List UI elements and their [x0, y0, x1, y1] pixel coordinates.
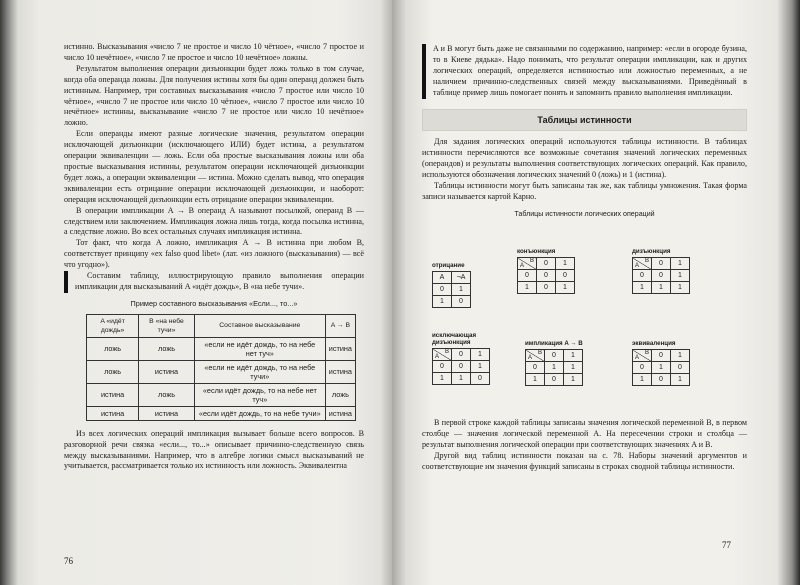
- table-cell: истина: [325, 360, 355, 383]
- table-row: [526, 374, 583, 386]
- table-cell: истина: [87, 383, 139, 406]
- table-cell: 1: [633, 374, 652, 386]
- table-cell: 1: [556, 282, 575, 294]
- paragraph: В операции импликации A → B операнд A называют посылкой, операнд B — следствием или заключением. Импликация ложна лишь тогда, когда посылка истинна, а следствие ложно. Во всех остальных случаях импликация истинна.: [64, 205, 364, 237]
- table-cell: 0: [556, 270, 575, 282]
- table-cell: 1: [452, 284, 471, 296]
- truth-table: [517, 257, 575, 294]
- table-label: эквиваленция: [632, 340, 676, 347]
- table-cell: 1: [671, 258, 690, 270]
- paragraph: Из всех логических операций импликация вызывает больше всего вопросов. В разговорной речи связка «если..., то...» описывает причинно-следственную связь между высказываниями. Например, что в алгебре логики смысл высказываний не учитывается, рассматривается только их истинность или ложность. Эквивалентна: [64, 428, 364, 471]
- table-cell: ложь: [325, 383, 355, 406]
- paragraph: Для задания логических операций используются таблицы истинности. В таблицах истинности перечисляются все возможные сочетания значений логических переменных (операндов) и результаты выполнения соответствующих логических операций. Как правило, используются обозначения логических значений 0 (ложь) и 1 (истина).: [422, 137, 747, 180]
- table-header: A «идёт дождь»: [87, 314, 139, 337]
- section-heading: Таблицы истинности: [422, 109, 747, 132]
- table-cell: истина: [325, 337, 355, 360]
- table-label: импликация A → B: [525, 340, 583, 347]
- table-row: [633, 374, 690, 386]
- table-cell: 0: [452, 296, 471, 308]
- boxed-instruction: [64, 271, 364, 293]
- table-header: B «на небе тучи»: [139, 314, 195, 337]
- table-cell: 0: [518, 270, 537, 282]
- table-row: [518, 258, 575, 270]
- truth-table: [632, 349, 690, 386]
- table-cell: истина: [139, 360, 195, 383]
- diagonal-cell: [526, 350, 545, 362]
- table-cell: 1: [564, 374, 583, 386]
- diagonal-cell: [633, 258, 652, 270]
- var-b-label: B: [644, 350, 649, 356]
- truth-table: [432, 348, 490, 385]
- table-cell: 1: [471, 349, 490, 361]
- table-cell: 1: [671, 374, 690, 386]
- xor-table: [432, 332, 502, 385]
- table-cell: истина: [139, 406, 195, 420]
- var-a-label: A: [528, 355, 533, 361]
- table-cell: ложь: [139, 337, 195, 360]
- table-caption: Пример составного высказывания «Если..., то...»: [130, 298, 298, 308]
- right-page: [392, 0, 800, 585]
- table-row: [87, 383, 356, 406]
- rule-text: A и B могут быть даже не связанными по содержанию, например: «если в огороде бузина, то в Киеве дядька». Надо понимать, что результат операции импликации, как и других логических операций, определяется истинностью или ложностью переменных, а не наличием причинно-следственных связей между высказываниями. Приведённый в таблице пример лишь помогает понять и запомнить правило выполнения импликации.: [433, 44, 747, 97]
- table-row: [633, 362, 690, 374]
- table-row: [633, 258, 690, 270]
- table-cell: «если не идёт дождь, то на небе нет туч»: [194, 337, 325, 360]
- table-cell: 1: [433, 296, 452, 308]
- table-cell: 1: [671, 350, 690, 362]
- table-cell: A: [433, 272, 452, 284]
- var-b-label: B: [444, 349, 449, 355]
- table-cell: 1: [518, 282, 537, 294]
- table-row: [87, 406, 356, 420]
- var-b-label: B: [529, 258, 534, 264]
- diagonal-cell: [633, 350, 652, 362]
- paragraph: Таблицы истинности могут быть записаны так же, как таблицы умножения. Такая форма записи называется картой Карно.: [422, 181, 747, 201]
- table-row: [87, 360, 356, 383]
- truth-table: [525, 349, 583, 386]
- table-cell: истина: [87, 406, 139, 420]
- table-cell: 0: [526, 362, 545, 374]
- table-label: отрицание: [432, 262, 465, 269]
- disjunction-table: [632, 248, 690, 294]
- table-cell: 1: [652, 282, 671, 294]
- table-label: исключающая дизъюнкция: [432, 332, 477, 346]
- table-cell: 0: [433, 361, 452, 373]
- right-text-column: [422, 42, 747, 222]
- table-cell: 0: [452, 349, 471, 361]
- table-cell: 1: [556, 258, 575, 270]
- var-b-label: B: [537, 350, 542, 356]
- right-bottom-text: [422, 418, 747, 473]
- table-row: [633, 282, 690, 294]
- table-row: [633, 350, 690, 362]
- table-label: конъюнкция: [517, 248, 556, 255]
- table-cell: 0: [545, 374, 564, 386]
- table-cell: 0: [652, 374, 671, 386]
- implication-table: [525, 340, 583, 386]
- table-header: A → B: [325, 314, 355, 337]
- conjunction-table: [517, 248, 575, 294]
- table-cell: 1: [671, 270, 690, 282]
- table-cell: 1: [526, 374, 545, 386]
- table-cell: ложь: [87, 360, 139, 383]
- table-row: [526, 350, 583, 362]
- table-row: [433, 373, 490, 385]
- table-row: [526, 362, 583, 374]
- diagonal-cell: [433, 349, 452, 361]
- table-row: [518, 270, 575, 282]
- page-number: 77: [722, 540, 731, 550]
- var-a-label: A: [435, 354, 440, 360]
- table-cell: «если не идёт дождь, то на небе тучи»: [194, 360, 325, 383]
- table-cell: 1: [471, 361, 490, 373]
- table-cell: 0: [433, 284, 452, 296]
- table-cell: ложь: [87, 337, 139, 360]
- paragraph: В первой строке каждой таблицы записаны значения логической переменной B, в первом столбце — значения логической переменной A. На пересечении строки и столбца — результат выполнения логической операции при соответствующих значениях A и B.: [422, 418, 747, 449]
- table-cell: 0: [545, 350, 564, 362]
- table-cell: истина: [325, 406, 355, 420]
- paragraph: Другой вид таблиц истинности показан на с. 78. Наборы значений аргументов и соответствующие им значения функций записаны в строках сводной таблицы истинности.: [422, 450, 747, 471]
- var-a-label: A: [520, 263, 525, 269]
- table-row: [87, 337, 356, 360]
- equivalence-table: [632, 340, 690, 386]
- table-cell: 0: [471, 373, 490, 385]
- paragraph: Тот факт, что когда A ложно, импликация A → B истинна при любом B, соответствует принципу «ex falso quod libet» (лат. «из ложного (высказывания) — всё что угодно»).: [64, 238, 364, 270]
- paragraph: истинно. Высказывания «число 7 не простое и число 10 чётное», «число 7 простое и число 10 нечётное», «число 7 не простое и число 10 нечётное» ложны.: [64, 42, 364, 62]
- var-a-label: A: [635, 263, 640, 269]
- left-text-column: [64, 42, 364, 472]
- table-cell: 0: [633, 270, 652, 282]
- table-cell: «если идёт дождь, то на небе нет туч»: [194, 383, 325, 406]
- table-cell: 0: [537, 282, 556, 294]
- table-row: [433, 284, 471, 296]
- table-cell: 0: [652, 258, 671, 270]
- boxed-text: Составим таблицу, иллюстрирующую правило выполнения операции импликации для высказываний A «идёт дождь», B «на небе тучи».: [75, 271, 364, 291]
- page-number: 76: [64, 556, 73, 566]
- var-a-label: A: [635, 355, 640, 361]
- table-cell: 1: [671, 282, 690, 294]
- negation-table: [432, 262, 471, 308]
- paragraph: Если операнды имеют разные логические значения, результатом операции исключающей дизъюнкции (исключающего ИЛИ) будет истина, а результатом операции эквиваленции — ложь. Если оба простые высказывания ложны или оба простые высказывания истинны, результатом операции исключающей дизъюнкции будет ложь, а операции эквиваленции — истина. Можно сделать вывод, что операция эквиваленции есть отрицание операции исключающей дизъюнкции, и наоборот: операция исключающей дизъюнкции есть отрицание операции эквиваленции.: [64, 129, 364, 204]
- table-cell: 1: [652, 362, 671, 374]
- table-cell: ¬A: [452, 272, 471, 284]
- table-row: [518, 282, 575, 294]
- var-b-label: B: [644, 258, 649, 264]
- truth-table: [632, 257, 690, 294]
- table-row: [433, 272, 471, 284]
- table-cell: 0: [537, 258, 556, 270]
- table-cell: 1: [452, 373, 471, 385]
- table-cell: 0: [452, 361, 471, 373]
- table-cell: «если идёт дождь, то на небе тучи»: [194, 406, 325, 420]
- diagonal-cell: [518, 258, 537, 270]
- table-cell: 1: [545, 362, 564, 374]
- left-page: [0, 0, 392, 585]
- table-header: Составное высказывание: [194, 314, 325, 337]
- rule-box: [422, 44, 747, 99]
- truth-table: [432, 271, 471, 308]
- table-cell: 1: [633, 282, 652, 294]
- table-cell: 0: [671, 362, 690, 374]
- table-cell: 1: [564, 362, 583, 374]
- table-label: дизъюнкция: [632, 248, 671, 255]
- table-row: [433, 349, 490, 361]
- table-cell: ложь: [139, 383, 195, 406]
- table-cell: 1: [433, 373, 452, 385]
- tables-caption: Таблицы истинности логических операций: [514, 209, 655, 218]
- table-header-row: [87, 314, 356, 337]
- table-cell: 0: [652, 350, 671, 362]
- implication-example-table: [86, 314, 356, 421]
- table-row: [633, 270, 690, 282]
- table-cell: 0: [633, 362, 652, 374]
- table-cell: 1: [564, 350, 583, 362]
- table-row: [433, 296, 471, 308]
- table-cell: 0: [537, 270, 556, 282]
- table-row: [433, 361, 490, 373]
- paragraph: Результатом выполнения операции дизъюнкции будет ложь только в том случае, когда оба операнда ложны. Для получения истины хотя бы один операнд должен быть истинным. Например, три составных высказывания «число 7 простое или число 10 чётное», «число 7 не простое или число 10 чётное», «число 7 простое или число 10 нечётное» истинны, высказывание «число 7 не простое или число 10 нечётное» ложно.: [64, 63, 364, 128]
- table-cell: 0: [652, 270, 671, 282]
